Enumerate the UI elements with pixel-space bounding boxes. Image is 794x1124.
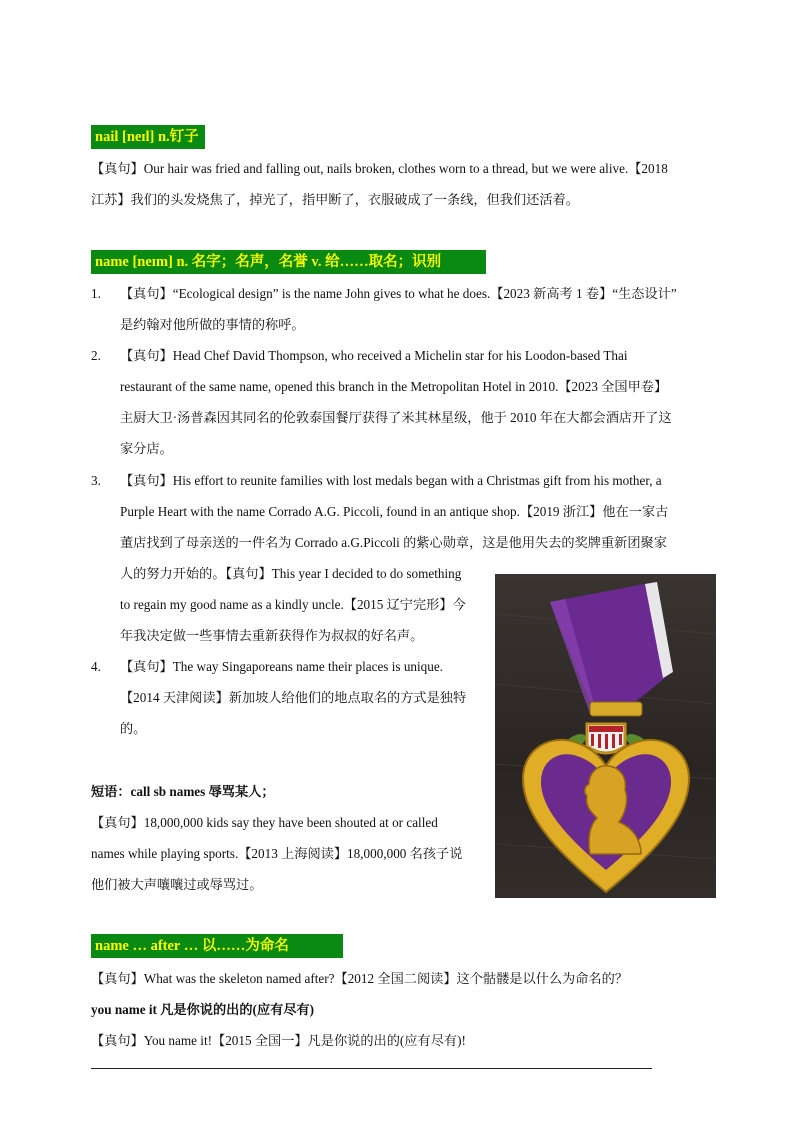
- item-4-line3: 的。: [120, 721, 147, 736]
- item-2-line3: 主厨大卫·汤普森因其同名的伦敦泰国餐厅获得了米其林星级，他于 2010 年在大都会酒店开了这: [120, 410, 672, 425]
- phrase-line2: names while playing sports.【2013 上海阅读】18,000,000 名孩子说: [91, 846, 463, 861]
- nail-sentence-line1: 【真句】Our hair was fried and falling out, nails broken, clothes worn to a thread, but we were alive.【2018: [91, 161, 668, 176]
- item-3-line5: to regain my good name as a kindly uncle.【2015 辽宁完形】今: [120, 597, 466, 612]
- purple-heart-medal-icon: [495, 574, 716, 898]
- heading-nail: nail [neɪl] n.钉子: [91, 125, 205, 149]
- nail-sentence-line2: 江苏】我们的头发烧焦了，掉光了，指甲断了，衣服破成了一条线，但我们还活着。: [91, 192, 579, 207]
- item-3-line2: Purple Heart with the name Corrado A.G. Piccoli, found in an antique shop.【2019 浙江】他在一家古: [120, 504, 669, 519]
- heading-name-after: name … after … 以……为命名: [91, 934, 343, 958]
- name-after-sentence: 【真句】What was the skeleton named after?【2012 全国二阅读】这个骷髅是以什么为命名的？: [91, 971, 628, 986]
- item-2-line2: restaurant of the same name, opened this branch in the Metropolitan Hotel in 2010.【2023 全国甲卷】: [120, 379, 668, 394]
- phrase-line3: 他们被大声嚷嚷过或辱骂过。: [91, 877, 263, 892]
- you-name-it-title: you name it 凡是你说的出的(应有尽有): [91, 1002, 315, 1017]
- item-2-line4: 家分店。: [120, 441, 173, 456]
- item-3-line1: 【真句】His effort to reunite families with lost medals began with a Christmas gift from his mother, a: [120, 473, 662, 488]
- phrase-title: 短语：call sb names 辱骂某人；: [91, 784, 275, 799]
- phrase-line1: 【真句】18,000,000 kids say they have been shouted at or called: [91, 815, 438, 830]
- bottom-divider: [91, 1068, 652, 1069]
- heading-name: name [neɪm] n. 名字；名声，名誉 v. 给……取名；识别: [91, 250, 486, 274]
- item-4-line2: 【2014 天津阅读】新加坡人给他们的地点取名的方式是独特: [120, 690, 467, 705]
- item-number: 3.: [91, 473, 101, 488]
- item-3-line6: 年我决定做一些事情去重新获得作为叔叔的好名声。: [120, 628, 424, 643]
- item-4-line1: 【真句】The way Singaporeans name their places is unique.: [120, 659, 444, 674]
- you-name-it-sentence: 【真句】You name it!【2015 全国一】凡是你说的出的(应有尽有)!: [91, 1033, 466, 1048]
- item-1-line1: 【真句】“Ecological design” is the name John gives to what he does.【2023 新高考 1 卷】“生态设计”: [120, 286, 677, 301]
- item-number: 2.: [91, 348, 101, 363]
- item-number: 1.: [91, 286, 101, 301]
- item-3-line3: 董店找到了母亲送的一件名为 Corrado a.G.Piccoli 的紫心勋章，这是他用失去的奖牌重新团聚家: [120, 535, 667, 550]
- item-1-line2: 是约翰对他所做的事情的称呼。: [120, 317, 305, 332]
- item-3-line4: 人的努力开始的。【真句】This year I decided to do something: [120, 566, 462, 581]
- item-number: 4.: [91, 659, 101, 674]
- item-2-line1: 【真句】Head Chef David Thompson, who received a Michelin star for his Loodon-based Thai: [120, 348, 628, 363]
